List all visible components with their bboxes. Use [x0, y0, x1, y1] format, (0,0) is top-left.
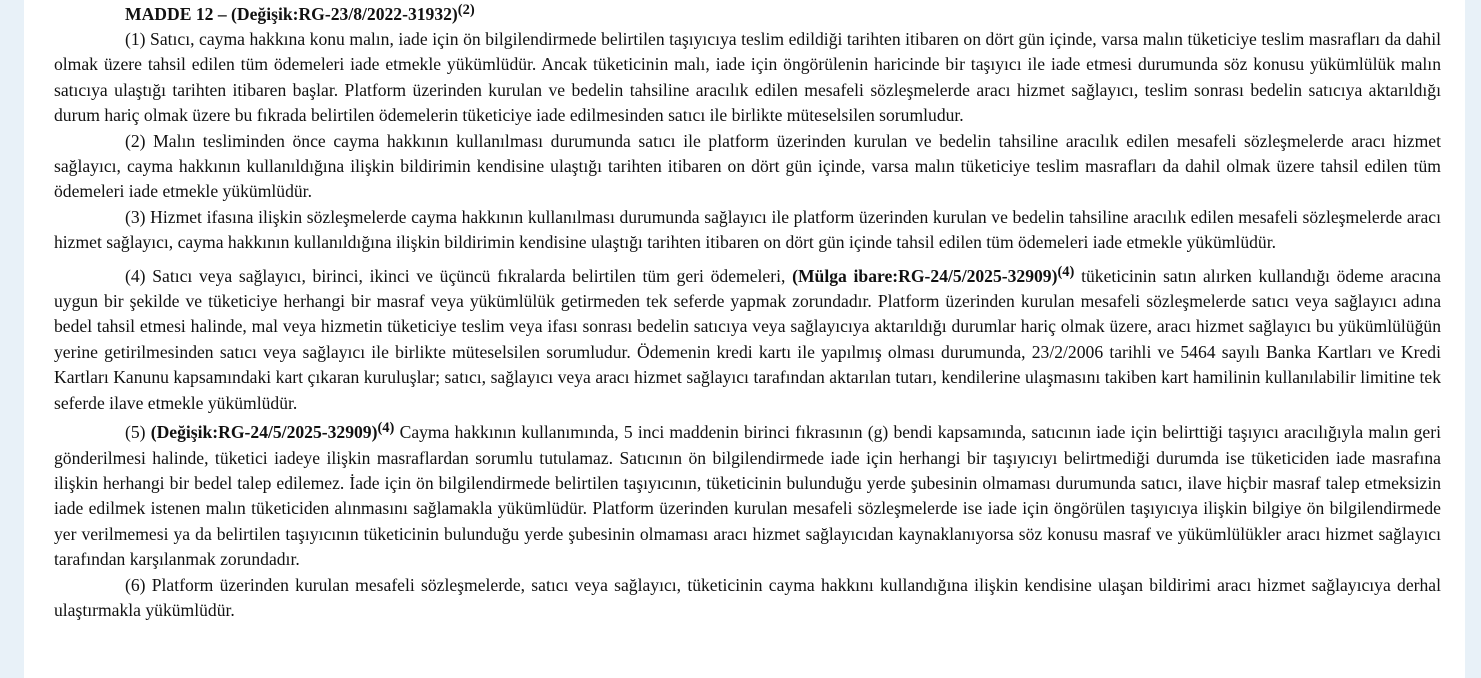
- paragraph-5: [54, 420, 1441, 572]
- article-heading: [54, 2, 1441, 29]
- paragraph-4-footnote-ref: (4): [1057, 263, 1075, 280]
- paragraph-4: [54, 264, 1441, 416]
- paragraph-4-text-after: tüketicinin satın alırken kullandığı ödeme aracına uygun bir şekilde ve tüketiciye herhangi bir masraf veya yükümlülük getirmeden tek seferde yapmak zorundadır. Platform üzerinden kurulan mesafeli sözleşmelerde satıcı veya sağlayıcı adına bedel tahsil etmesi halinde, mal veya hizmetin tüketiciye teslim veya ifası sonrası bedelin satıcıya veya sağlayıcıya aktarıldığı durumlar hariç olmak üzere, aracı hizmet sağlayıcı bu yükümlülüğün yerine getirilmesinden satıcı veya sağlayıcı ile birlikte müteselsilen sorumludur. Ödemenin kredi kartı ile yapılmış olması durumunda, 23/2/2006 tarihli ve 5464 sayılı Banka Kartları ve Kredi Kartları Kanunu kapsamındaki kart çıkaran kuruluşlar; satıcı, sağlayıcı veya aracı hizmet sağlayıcı tarafından aktarılan tutarı, kendilerine ulaşmasını takiben kart hamilinin kullanılabilir limitine tek seferde ilave etmekle yükümlüdür.: [54, 265, 1441, 413]
- paragraph-4-amendment-note: (Mülga ibare:RG-24/5/2025-32909): [792, 265, 1058, 286]
- article-title: MADDE 12 – (Değişik:RG-23/8/2022-31932): [125, 4, 458, 24]
- heading-footnote-ref: (2): [457, 2, 475, 18]
- paragraph-6: (6) Platform üzerinden kurulan mesafeli sözleşmelerde, satıcı veya sağlayıcı, tüketicinin cayma hakkını kullandığına ilişkin kendisine ulaşan bildirimi aracı hizmet sağlayıcıya derhal ulaştırmakla yükümlüdür.: [54, 574, 1441, 620]
- paragraph-2: (2) Malın tesliminden önce cayma hakkının kullanılması durumunda satıcı ile platform üzerinden kurulan ve bedelin tahsiline aracılık edilen mesafeli sözleşmelerde aracı hizmet sağlayıcı, cayma hakkının kullanıldığına ilişkin bildirimin kendisine ulaştığı tarihten itibaren on dört gün içinde, varsa malın tüketiciye teslim masrafları da dahil olmak üzere tahsil edilen tüm ödemeleri iade etmekle yükümlüdür.: [54, 130, 1441, 202]
- article-body: [54, 0, 1441, 623]
- paragraph-5-text-after: Cayma hakkının kullanımında, 5 inci maddenin birinci fıkrasının (g) bendi kapsamında, satıcının iade için belirttiği taşıyıcı aracılığıyla malın geri gönderilmesi halinde, tüketici iadeye ilişkin masraflardan sorumlu tutulamaz. Satıcının ön bilgilendirmede iade için herhangi bir taşıyıcıyı belirtmediği durumda ise tüketiciden iade masrafına ilişkin herhangi bir bedel talep edilemez. İade için ön bilgilendirmede belirtilen taşıyıcının, tüketicinin bulunduğu yerde şubesinin olmaması durumunda satıcı, ilave hiçbir masraf talep etmeksizin iade edilmek istenen malın tüketiciden alınmasını sağlamakla yükümlüdür. Platform üzerinden kurulan mesafeli sözleşmelerde ise iade için öngörülen taşıyıcıya ilişkin bilgiye ön bilgilendirmede yer verilmemesi ya da belirtilen taşıyıcının tüketicinin bulunduğu yerde şubesinin olmaması aracı hizmet sağlayıcıdan kaynaklanıyorsa söz konusu masraf ve yükümlülükler aracı hizmet sağlayıcı tarafından karşılanmak zorundadır.: [54, 422, 1441, 570]
- paragraph-4-text-before: (4) Satıcı veya sağlayıcı, birinci, ikinci ve üçüncü fıkralarda belirtilen tüm geri ödemeleri,: [125, 265, 786, 286]
- paragraph-3: (3) Hizmet ifasına ilişkin sözleşmelerde cayma hakkının kullanılması durumunda sağlayıcı ile platform üzerinden kurulan ve bedelin tahsiline aracılık edilen mesafeli sözleşmelerde aracı hizmet sağlayıcı, cayma hakkının kullanıldığına ilişkin bildirimin kendisine ulaştığı tarihten itibaren on dört gün içinde tahsil edilen tüm ödemeleri iade etmekle yükümlüdür.: [54, 206, 1441, 253]
- paragraph-5-amendment-note: (Değişik:RG-24/5/2025-32909): [150, 422, 378, 443]
- paragraph-5-text-before: (5): [125, 422, 146, 443]
- paragraph-5-footnote-ref: (4): [377, 420, 395, 437]
- paragraph-1: (1) Satıcı, cayma hakkına konu malın, iade için ön bilgilendirmede belirtilen taşıyıcıya teslim edildiği tarihten itibaren on dört gün içinde, varsa malın tüketiciye teslim masrafları da dahil olmak üzere tahsil edilen tüm ödemeleri iade etmekle yükümlüdür. Ancak tüketicinin malı, iade için öngörülenin haricinde bir taşıyıcı ile iade etmesi durumunda söz konusu yükümlülük malın satıcıya ulaştığı tarihten itibaren başlar. Platform üzerinden kurulan ve bedelin tahsiline aracılık edilen mesafeli sözleşmelerde aracı hizmet sağlayıcı, teslim sonrası bedelin satıcıya aktarıldığı durum hariç olmak üzere bu fıkrada belirtilen ödemelerin tüketiciye iade edilmesinden satıcı ile birlikte müteselsilen sorumludur.: [54, 29, 1441, 126]
- document-page: [24, 0, 1465, 678]
